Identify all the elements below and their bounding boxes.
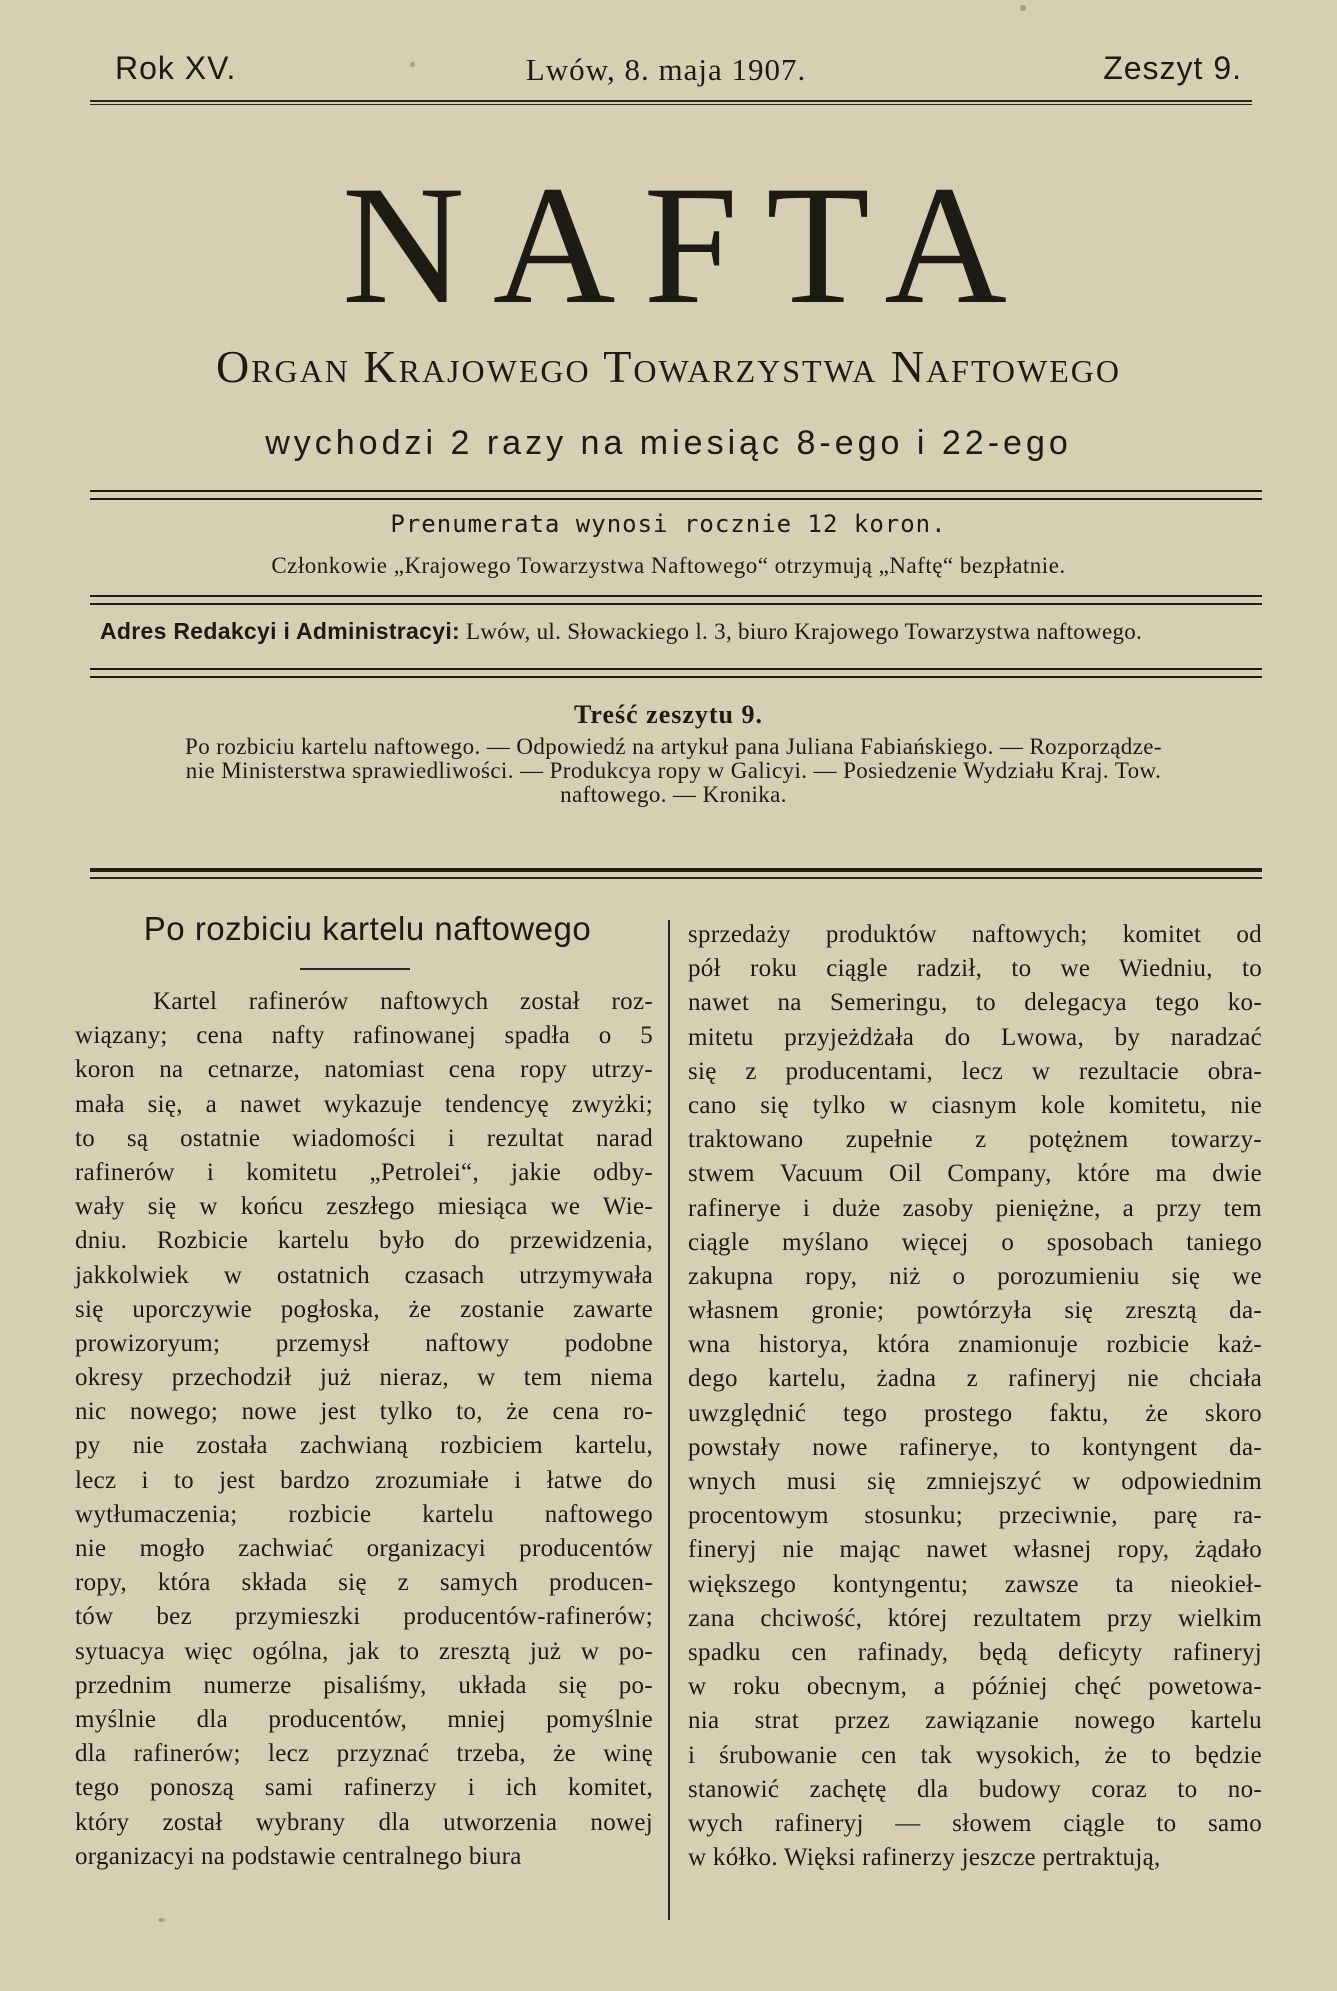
place-date: Lwów, 8. maja 1907. (525, 52, 807, 87)
article-line: myślnie dla producentów, mniej pomyślnie (75, 1705, 653, 1733)
masthead-rule (90, 490, 1262, 500)
column-divider (668, 920, 670, 1920)
address-label: Adres Redakcyi i Administracyi: (100, 618, 460, 644)
article-line: lecz i to jest bardzo zrozumiałe i łatwe do (75, 1466, 653, 1494)
contents-line: nie Ministerstwa sprawiedliwości. — Produkcya ropy w Galicyi. — Posiedzenie Wydziału Kraj. Tow. (185, 758, 1162, 783)
paper-speck (158, 1918, 165, 1922)
header-rule-secondary (90, 104, 1252, 105)
article-line: pół roku ciągle radził, to we Wiedniu, to (688, 955, 1262, 983)
article-line: wiązany; cena nafty rafinowanej spadła o 5 (75, 1022, 653, 1050)
article-line: przednim numerze pisaliśmy, układa się po- (75, 1671, 653, 1699)
article-line: to są ostatnie wiadomości i rezultat narad (75, 1124, 653, 1152)
article-line: dego kartelu, żadna z rafineryj nie chciała (688, 1365, 1262, 1393)
volume-label: Rok XV. (115, 50, 237, 86)
address-value: Lwów, ul. Słowackiego l. 3, biuro Krajowego Towarzystwa naftowego. (466, 619, 1143, 644)
article-line: rafinerów i komitetu „Petrolei“, jakie odby- (75, 1158, 653, 1186)
article-line: fineryj nie mając nawet własnej ropy, żądało (688, 1536, 1262, 1564)
article-line: się uporczywie pogłoska, że zostanie zawarte (75, 1295, 653, 1323)
article-line: własnem gronie; powtórzyła się zresztą da- (688, 1297, 1262, 1325)
article-left-column (75, 985, 653, 1874)
issue-number: Zeszyt 9. (1103, 50, 1242, 86)
article-line: okresy przechodził już nieraz, w tem niema (75, 1364, 653, 1392)
contents-title: Treść zeszytu 9. (573, 700, 764, 729)
article-line: dniu. Rozbicie kartelu było do przewidzenia, (75, 1227, 653, 1255)
article-line: nawet na Semeringu, to delegacya tego ko- (688, 989, 1262, 1017)
article-line: większego kontyngentu; zawsze ta nieokieł- (688, 1570, 1262, 1598)
article-title: Po rozbiciu kartelu naftowego (143, 910, 592, 947)
article-line: zana chciwość, której rezultatem przy wielkim (688, 1604, 1262, 1632)
article-line: py nie została zachwianą rozbiciem kartelu, (75, 1432, 653, 1460)
address-rule (90, 668, 1262, 678)
contents-body (90, 735, 1257, 807)
masthead-title: NAFTA (341, 151, 1036, 339)
article-right-column (688, 918, 1262, 1875)
article-line: mitetu przyjeżdżała do Lwowa, by naradzać (688, 1023, 1262, 1051)
article-line: uwzględnić tego prostego faktu, że skoro (688, 1399, 1262, 1427)
article-line: wytłumaczenia; rozbicie kartelu naftowego (75, 1500, 653, 1528)
article-line: koron na cetnarze, natomiast cena ropy utrzy- (75, 1056, 653, 1084)
article-line: nia strat przez zawiązanie nowego kartelu (688, 1707, 1262, 1735)
subscription-price: Prenumerata wynosi rocznie 12 koron. (390, 510, 947, 538)
article-line: dla rafinerów; lecz przyznać trzeba, że winę (75, 1740, 653, 1768)
article-line: sytuacya więc ogólna, jak to zresztą już w po- (75, 1637, 653, 1665)
article-line: wna historya, która znamionuje rozbicie każ- (688, 1331, 1262, 1359)
article-line: stanowić zachętę dla budowy coraz to no- (688, 1775, 1262, 1803)
article-line: wały się w końcu zeszłego miesiąca we Wie- (75, 1193, 653, 1221)
article-line: tego ponoszą sami rafinerzy i ich komitet, (75, 1774, 653, 1802)
publication-schedule: wychodzi 2 razy na miesiąc 8-ego i 22-ego (265, 424, 1072, 462)
article-line: rafinerye i duże zasoby pieniężne, a przy tem (688, 1194, 1262, 1222)
paper-speck (1020, 5, 1026, 11)
article-line: ropy, która składa się z samych producen- (75, 1569, 653, 1597)
article-line: wych rafineryj — słowem ciągle to samo (688, 1809, 1262, 1837)
article-line: organizacyi na podstawie centralnego biura (75, 1842, 522, 1870)
article-line: jakkolwiek w ostatnich czasach utrzymywała (75, 1261, 653, 1289)
contents-line: Po rozbiciu kartelu naftowego. — Odpowiedź na artykuł pana Juliana Fabiańskiego. — Rozporządze- (185, 734, 1162, 759)
article-line: stwem Vacuum Oil Company, które ma dwie (688, 1160, 1262, 1188)
issue-header (90, 50, 1242, 100)
article-line: Kartel rafinerów naftowych został roz- (153, 988, 653, 1015)
article-line: się z producentami, lecz w rezultacie obra- (688, 1057, 1262, 1085)
contents-rule-secondary (90, 877, 1262, 879)
article-line: nie mogło zachwiać organizacyi producentów (75, 1535, 653, 1562)
article-line: w kółko. Więksi rafinerzy jeszcze pertraktują, (688, 1844, 1161, 1872)
contents-rule (90, 868, 1262, 872)
article-line: spadku cen rafinady, będą deficyty rafineryj (688, 1638, 1262, 1666)
article-line: w roku obecnym, a później chęć powetowa- (688, 1673, 1262, 1701)
contents-line: naftowego. — Kronika. (560, 782, 787, 807)
article-line: powstały nowe rafinerye, to kontyngent da- (688, 1433, 1262, 1461)
article-line: który został wybrany dla utworzenia nowej (75, 1808, 653, 1836)
article-line: wnych musi się zmniejszyć w odpowiednim (688, 1468, 1262, 1495)
masthead-subtitle: Organ Krajowego Towarzystwa Naftowego (215, 341, 1122, 392)
article-line: mała się, a nawet wykazuje tendencyę zwyżki; (75, 1090, 653, 1118)
article-line: cano się tylko w ciasnym kole komitetu, nie (688, 1091, 1262, 1119)
article-line: zakupna ropy, niż o porozumieniu się we (688, 1262, 1262, 1290)
article-line: traktowano zupełnie z potężnem towarzy- (688, 1126, 1262, 1154)
article-line: i śrubowanie cen tak wysokich, że to będzie (688, 1741, 1262, 1769)
paper-speck (410, 62, 415, 67)
article-line: prowizoryum; przemysł naftowy podobne (75, 1329, 653, 1357)
header-rule (90, 100, 1252, 102)
members-note: Członkowie „Krajowego Towarzystwa Naftowego“ otrzymują „Naftę“ bezpłatnie. (271, 553, 1066, 578)
article-line: nic nowego; nowe jest tylko to, że cena ro- (75, 1398, 653, 1426)
article-line: tów bez przymieszki producentów-rafinerów; (75, 1603, 653, 1631)
article-line: sprzedaży produktów naftowych; komitet od (688, 921, 1262, 948)
article-title-rule (300, 968, 410, 970)
subscription-rule (90, 595, 1262, 605)
article-line: ciągle myślano więcej o sposobach taniego (688, 1228, 1262, 1256)
article-line: procentowym stosunku; przeciwnie, parę ra- (688, 1502, 1262, 1530)
editorial-address (100, 618, 1257, 645)
